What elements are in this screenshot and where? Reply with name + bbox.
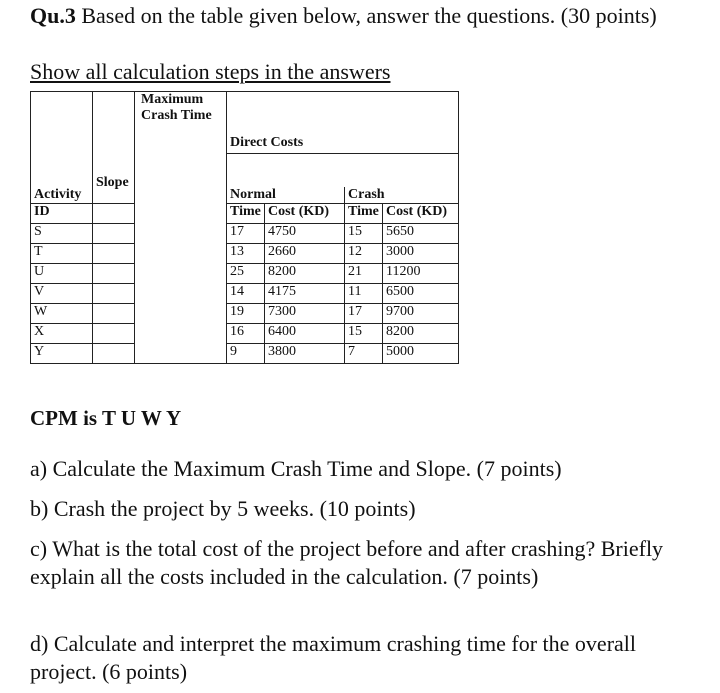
normal-cost-header-cell [265, 203, 345, 223]
crash-cost: 3000 [383, 243, 459, 263]
direct-costs-header: Direct Costs [230, 135, 304, 150]
header-row-top [31, 92, 459, 154]
slope-header: Slope [96, 174, 129, 190]
normal-time-header-cell [227, 203, 265, 223]
instruction-text: Show all calculation steps in the answers [30, 59, 391, 84]
crash-header-cell [345, 187, 459, 204]
crash-time: 7 [345, 343, 383, 363]
crash-cost: 5000 [383, 343, 459, 363]
crash-time-header: Time [348, 203, 379, 219]
max-crash-header: Maximum Crash Time [141, 92, 212, 123]
activity-id: U [31, 263, 93, 283]
normal-time: 16 [227, 323, 265, 343]
crash-time: 15 [345, 223, 383, 243]
activity-header-cell [31, 92, 93, 204]
activity-id: T [31, 243, 93, 263]
normal-header: Normal [230, 186, 276, 202]
id-header: ID [34, 203, 50, 219]
max-crash-header-cell [135, 92, 227, 364]
normal-cost: 6400 [265, 323, 345, 343]
slope-cell [93, 263, 135, 283]
normal-header-cell [227, 187, 345, 204]
slope-header-cell [93, 92, 135, 204]
slope-cell [93, 303, 135, 323]
normal-time: 14 [227, 283, 265, 303]
table-row [31, 303, 459, 323]
part-c: c) What is the total cost of the project before and after crashing? Briefly explain all the costs included in the calculation. (7 points) [30, 536, 664, 589]
normal-cost: 4175 [265, 283, 345, 303]
crash-header: Crash [348, 186, 385, 202]
header-row-time-cost [31, 203, 459, 223]
crash-time-header-cell [345, 203, 383, 223]
slope-cell [93, 283, 135, 303]
normal-cost: 3800 [265, 343, 345, 363]
crash-cost: 11200 [383, 263, 459, 283]
part-a: a) Calculate the Maximum Crash Time and Slope. (7 points) [30, 456, 562, 481]
part-d: d) Calculate and interpret the maximum crashing time for the overall project. (6 points) [30, 631, 637, 684]
activity-id: X [31, 323, 93, 343]
direct-costs-header-cell [227, 92, 459, 154]
crash-time: 12 [345, 243, 383, 263]
question-heading [30, 2, 710, 29]
crash-cost-header-cell [383, 203, 459, 223]
activity-table [30, 91, 459, 364]
normal-time: 9 [227, 343, 265, 363]
crash-cost: 8200 [383, 323, 459, 343]
activity-id: V [31, 283, 93, 303]
activity-id: W [31, 303, 93, 323]
normal-cost: 8200 [265, 263, 345, 283]
crash-cost: 5650 [383, 223, 459, 243]
crash-cost: 9700 [383, 303, 459, 323]
crash-time: 17 [345, 303, 383, 323]
question-number: Qu.3 [30, 3, 76, 28]
table-row [31, 343, 459, 363]
id-header-cell [31, 203, 93, 223]
question-intro: Based on the table given below, answer the questions. (30 points) [75, 3, 657, 28]
table-row [31, 283, 459, 303]
table-row [31, 243, 459, 263]
normal-cost: 4750 [265, 223, 345, 243]
normal-time: 19 [227, 303, 265, 323]
slope-blank-cell [93, 203, 135, 223]
normal-time: 13 [227, 243, 265, 263]
activity-id: Y [31, 343, 93, 363]
crash-time: 11 [345, 283, 383, 303]
table-row [31, 223, 459, 243]
crash-time: 15 [345, 323, 383, 343]
activity-header: Activity [34, 186, 82, 202]
normal-cost: 7300 [265, 303, 345, 323]
normal-cost: 2660 [265, 243, 345, 263]
slope-cell [93, 243, 135, 263]
normal-time: 17 [227, 223, 265, 243]
table-row [31, 323, 459, 343]
part-b: b) Crash the project by 5 weeks. (10 points) [30, 496, 416, 521]
direct-costs-spacer [227, 154, 459, 187]
slope-cell [93, 323, 135, 343]
crash-cost-header: Cost (KD) [386, 203, 448, 219]
normal-time: 25 [227, 263, 265, 283]
normal-cost-header: Cost (KD) [268, 203, 330, 219]
crash-time: 21 [345, 263, 383, 283]
slope-cell [93, 343, 135, 363]
cpm-statement: CPM is T U W Y [30, 406, 182, 430]
question-instruction [30, 58, 390, 85]
slope-cell [93, 223, 135, 243]
normal-time-header: Time [230, 203, 261, 219]
activity-id: S [31, 223, 93, 243]
table-row [31, 263, 459, 283]
crash-cost: 6500 [383, 283, 459, 303]
